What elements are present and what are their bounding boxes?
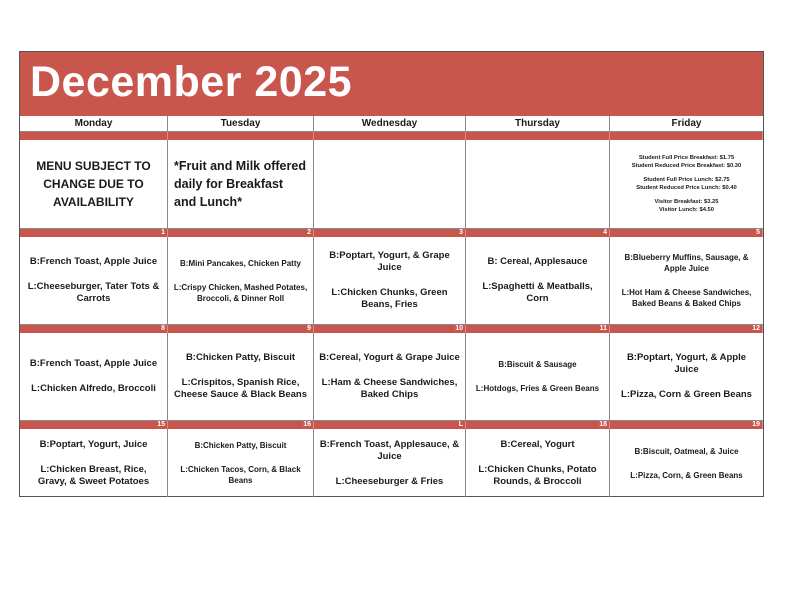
weekday-header-row [20, 116, 763, 132]
breakfast-item: B:Poptart, Yogurt, Juice [39, 438, 148, 450]
day-cell [20, 237, 168, 325]
breakfast-item: B:French Toast, Apple Juice [29, 256, 158, 267]
day-cell [610, 429, 763, 497]
lunch-item: L:Chicken Tacos, Corn, & Black Beans [180, 465, 301, 485]
week-row [20, 429, 763, 497]
lunch-item: L:Cheeseburger & Fries [335, 475, 444, 487]
price-line: Student Full Price Breakfast: $1.75 [638, 155, 735, 161]
menu-notice: MENU SUBJECT TO CHANGE DUE TO AVAILABILITY [36, 159, 151, 209]
lunch-item: L:Hot Ham & Cheese Sandwiches, Baked Beans & Baked Chips [621, 288, 752, 308]
weekday-wednesday: Wednesday [314, 116, 466, 131]
day-cell [466, 237, 610, 325]
breakfast-item: B: Cereal, Applesauce [487, 256, 588, 267]
lunch-item: L:Pizza, Corn & Green Beans [621, 389, 752, 400]
fruit-milk-note: *Fruit and Milk offered daily for Breakfast and Lunch* [174, 159, 306, 209]
price-list [610, 140, 763, 229]
price-line: Student Reduced Price Lunch: $0.40 [636, 185, 737, 191]
weekday-monday: Monday [20, 116, 168, 131]
week-row [20, 333, 763, 421]
breakfast-item: B:Biscuit & Sausage [498, 360, 577, 369]
date-number: 5 [610, 229, 763, 237]
lunch-item: L:Crispitos, Spanish Rice, Cheese Sauce & Black Beans [173, 377, 308, 400]
price-line: Student Reduced Price Breakfast: $0.30 [631, 163, 742, 169]
day-cell [314, 237, 466, 325]
date-number: 3 [314, 229, 466, 237]
breakfast-item: B:Poptart, Yogurt, & Grape Juice [329, 250, 450, 273]
breakfast-item: B:Cereal, Yogurt [500, 438, 575, 450]
date-number: 16 [168, 421, 314, 429]
day-cell [168, 237, 314, 325]
lunch-item: L:Chicken Breast, Rice, Gravy, & Sweet Potatoes [37, 463, 150, 487]
date-number: 11 [466, 325, 610, 333]
breakfast-item: B:Chicken Patty, Biscuit [194, 441, 287, 450]
lunch-item: L:Chicken Alfredo, Broccoli [31, 383, 156, 394]
date-number: 9 [168, 325, 314, 333]
date-number: 8 [20, 325, 168, 333]
breakfast-item: B:Chicken Patty, Biscuit [185, 352, 296, 363]
lunch-item: L:Spaghetti & Meatballs, Corn [482, 281, 593, 304]
date-number: 1 [20, 229, 168, 237]
week-row [20, 237, 763, 325]
menu-notice-cell [20, 140, 168, 229]
date-number: 2 [168, 229, 314, 237]
price-line: Visitor Breakfast: $3.25 [654, 199, 719, 205]
lunch-item: L:Hotdogs, Fries & Green Beans [475, 384, 600, 393]
day-cell [610, 333, 763, 421]
lunch-item: L:Cheeseburger, Tater Tots & Carrots [27, 281, 160, 304]
weekday-thursday: Thursday [466, 116, 610, 131]
breakfast-item: B:Cereal, Yogurt & Grape Juice [319, 352, 460, 363]
date-strip [20, 421, 763, 429]
price-line: Visitor Lunch: $4.50 [659, 207, 714, 213]
date-strip [20, 325, 763, 333]
breakfast-item: B:Poptart, Yogurt, & Apple Juice [626, 352, 747, 375]
day-cell [466, 333, 610, 421]
lunch-item: L:Ham & Cheese Sandwiches, Baked Chips [321, 377, 458, 400]
day-cell [20, 429, 168, 497]
date-number: 10 [314, 325, 466, 333]
date-strip [20, 132, 763, 140]
calendar-title: December 2025 [30, 58, 353, 106]
breakfast-item: B:Blueberry Muffins, Sausage, & Apple Juice [624, 253, 749, 273]
date-number: 18 [466, 421, 610, 429]
breakfast-item: B:Mini Pancakes, Chicken Patty [180, 258, 301, 268]
breakfast-item: B:Biscuit, Oatmeal, & Juice [634, 446, 739, 456]
lunch-item: L:Pizza, Corn, & Green Beans [630, 470, 743, 480]
price-line: Student Full Price Lunch: $2.75 [643, 177, 730, 183]
lunch-item: L:Chicken Chunks, Potato Rounds, & Broccoli [478, 463, 597, 487]
title-banner [20, 52, 763, 116]
fruit-milk-cell [168, 140, 314, 229]
date-number: 15 [20, 421, 168, 429]
breakfast-item: B:French Toast, Apple Juice [29, 358, 158, 369]
day-cell [466, 429, 610, 497]
date-number: 4 [466, 229, 610, 237]
day-cell [168, 333, 314, 421]
lunch-item: L:Chicken Chunks, Green Beans, Fries [331, 287, 448, 310]
day-cell [314, 333, 466, 421]
day-cell [314, 429, 466, 497]
day-cell [20, 333, 168, 421]
lunch-item: L:Crispy Chicken, Mashed Potates, Broccoli, & Dinner Roll [173, 282, 308, 303]
day-cell [168, 429, 314, 497]
date-number: L [314, 421, 466, 429]
date-number: 12 [610, 325, 763, 333]
date-number: 19 [610, 421, 763, 429]
breakfast-item: B:French Toast, Applesauce, & Juice [319, 438, 460, 462]
weekday-friday: Friday [671, 118, 702, 129]
menu-calendar [19, 51, 764, 497]
date-strip [20, 229, 763, 237]
info-row [20, 140, 763, 229]
day-cell [610, 237, 763, 325]
weekday-tuesday: Tuesday [168, 116, 314, 131]
